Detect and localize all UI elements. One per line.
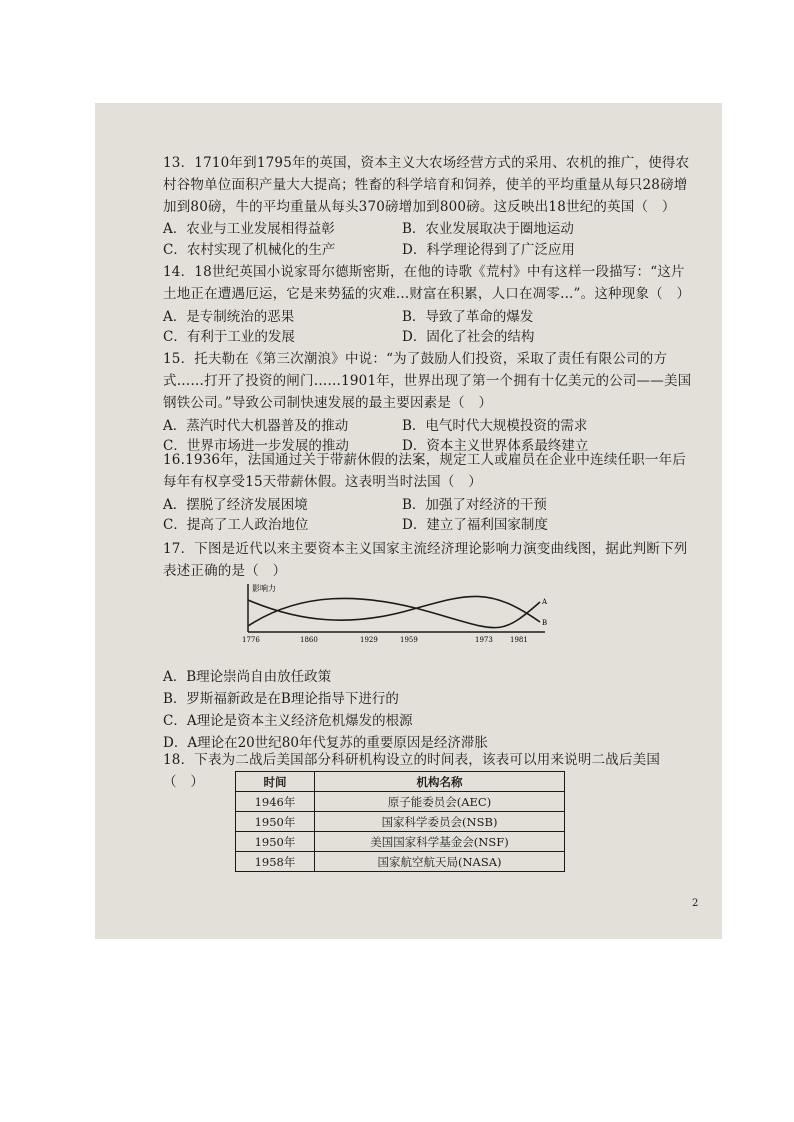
question-13 — [163, 152, 693, 218]
cell-institution: 美国国家科学基金会(NSF) — [315, 832, 565, 852]
cell-institution: 原子能委员会(AEC) — [315, 792, 565, 812]
option-a: A．蒸汽时代大机器普及的推动 — [163, 418, 349, 434]
question-stem: 18．下表为二战后美国部分科研机构设立的时间表，该表可以用来说明二战后美国（ ） — [163, 752, 661, 790]
question-17 — [163, 538, 693, 582]
question-stem: 17．下图是近代以来主要资本主义国家主流经济理论影响力演变曲线图，据此判断下列表述正确的是（ ） — [163, 541, 688, 579]
option-b: B．电气时代大规模投资的需求 — [402, 418, 588, 434]
question-stem: 14．18世纪英国小说家哥尔德斯密斯，在他的诗歌《荒村》中有这样一段描写：“这片土地正在遭遇厄运，它是来势猛的灾难...财富在积累，人口在凋零...”。这种现象（ ） — [163, 264, 691, 302]
table-row — [236, 832, 565, 852]
option-d: D．固化了社会的结构 — [402, 329, 535, 345]
cell-institution: 国家科学委员会(NSB) — [315, 812, 565, 832]
question-16 — [163, 449, 693, 493]
x-tick-label: 1973 — [475, 636, 493, 644]
option-d: D．A理论在20世纪80年代复苏的重要原因是经济滞胀 — [163, 735, 488, 751]
option-b: B．导致了革命的爆发 — [402, 309, 534, 325]
table-header-row — [236, 772, 565, 792]
x-tick-label: 1981 — [510, 636, 528, 644]
option-d: D．科学理论得到了广泛应用 — [402, 242, 575, 258]
option-c: C．提高了工人政治地位 — [163, 517, 309, 533]
option-a: A．B理论崇尚自由放任政策 — [163, 669, 332, 685]
x-tick-label: 1929 — [360, 636, 378, 644]
cell-time: 1958年 — [236, 852, 315, 872]
series-a-label: A — [542, 598, 548, 606]
page-number: 2 — [692, 898, 699, 909]
series-a-line — [248, 598, 540, 627]
option-a: A．摆脱了经济发展困境 — [163, 497, 308, 513]
option-b: B．农业发展取决于圈地运动 — [402, 221, 574, 237]
question-stem: 16.1936年，法国通过关于带薪休假的法案，规定工人或雇员在企业中连续任职一年后每年有权享受15天带薪休假。这表明当时法国（ ） — [163, 452, 687, 490]
x-tick-label: 1959 — [400, 636, 418, 644]
cell-time: 1950年 — [236, 812, 315, 832]
series-b-label: B — [542, 619, 548, 627]
option-a: A．农业与工业发展相得益彰 — [163, 221, 335, 237]
x-tick-label: 1860 — [300, 636, 318, 644]
cell-time: 1950年 — [236, 832, 315, 852]
option-d: D．建立了福利国家制度 — [402, 517, 548, 533]
theory-influence-chart — [240, 582, 560, 652]
option-d: D．资本主义世界体系最终建立 — [402, 438, 589, 454]
y-axis-label: 影响力 — [252, 584, 276, 593]
question-stem: 13．1710年到1795年的英国，资本主义大农场经营方式的采用、农机的推广，使得农村谷物单位面积产量大大提高；牲畜的科学培育和饲养，使羊的平均重量从每只28磅增加到80磅，牛的平均重量从每头370磅增加到800磅。这反映出18世纪的英国（ ） — [163, 155, 690, 215]
table-row — [236, 852, 565, 872]
cell-institution: 国家航空航天局(NASA) — [315, 852, 565, 872]
option-b: B．罗斯福新政是在B理论指导下进行的 — [163, 691, 399, 707]
option-a: A．是专制统治的恶果 — [163, 309, 295, 325]
cell-time: 1946年 — [236, 792, 315, 812]
header-institution: 机构名称 — [315, 772, 565, 792]
option-b: B．加强了对经济的干预 — [402, 497, 547, 513]
question-15 — [163, 348, 693, 414]
institutions-table — [235, 771, 565, 872]
option-c: C．世界市场进一步发展的推动 — [163, 438, 349, 454]
table-row — [236, 812, 565, 832]
option-c: C．A理论是资本主义经济危机爆发的根源 — [163, 713, 413, 729]
option-c: C．农村实现了机械化的生产 — [163, 242, 336, 258]
series-b-line — [248, 596, 540, 622]
header-time: 时间 — [236, 772, 315, 792]
table-row — [236, 792, 565, 812]
option-c: C．有利于工业的发展 — [163, 329, 295, 345]
question-14 — [163, 261, 693, 305]
x-tick-label: 1776 — [242, 636, 260, 644]
question-stem: 15．托夫勒在《第三次潮浪》中说：“为了鼓励人们投资，采取了责任有限公司的方式……打开了投资的闸门……1901年，世界出现了第一个拥有十亿美元的公司——美国钢铁公司。”导致公司制快速发展的最主要因素是（ ） — [163, 351, 692, 411]
